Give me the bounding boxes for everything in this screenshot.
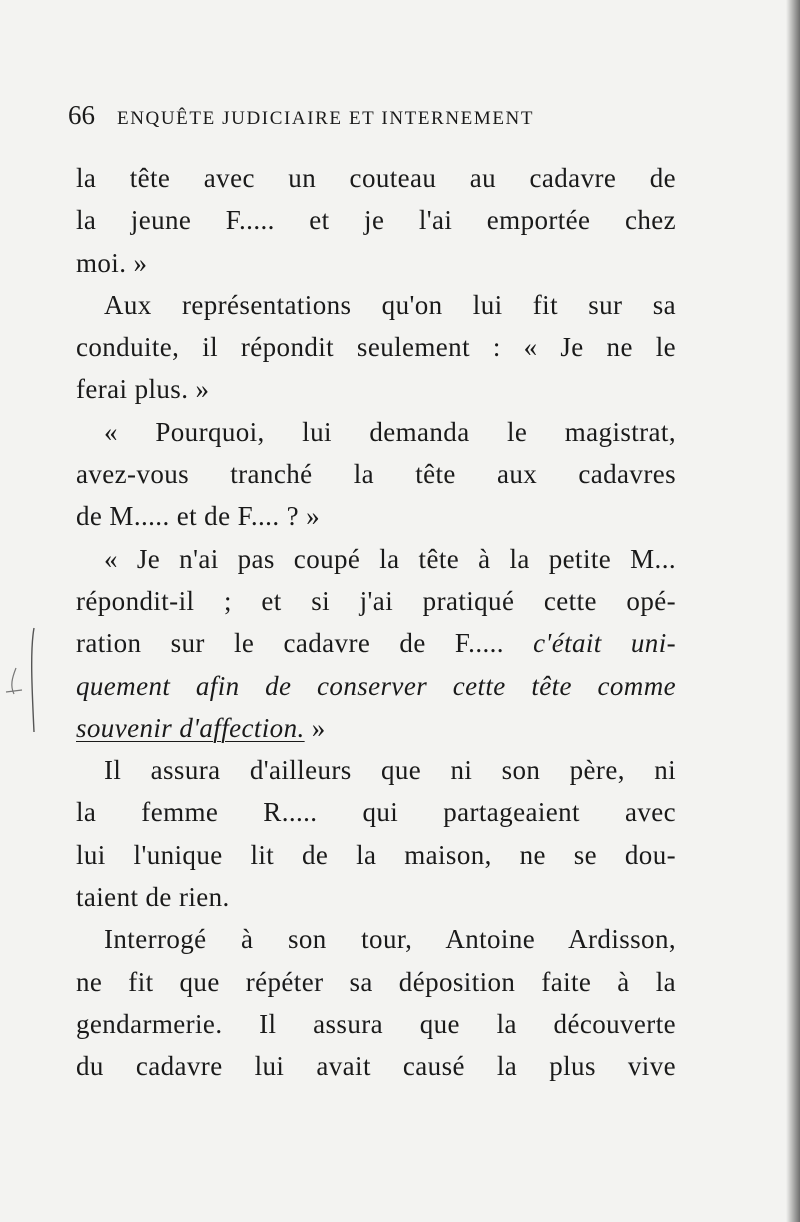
running-head: [68, 100, 668, 136]
text-line: « Pourquoi, lui demanda le magistrat,: [104, 416, 676, 447]
text-line: « Je n'ai pas coupé la tête à la petite M...: [104, 543, 676, 574]
text-line: gendarmerie. Il assura que la découverte: [76, 1008, 676, 1039]
italic-line: quement afin de conserver cette tête comme: [76, 670, 676, 701]
text-line: ferai plus. »: [76, 374, 210, 405]
pencil-margin-mark-icon: [0, 620, 44, 740]
underlined-italic-segment: souvenir d'affection.: [76, 712, 305, 743]
text-line: moi. »: [76, 247, 148, 278]
text-line: la tête avec un couteau au cadavre de: [76, 163, 676, 193]
text-line: ne fit que répéter sa déposition faite à la: [76, 966, 676, 997]
text-segment: ration sur le cadavre de F.....: [76, 628, 504, 659]
running-title: ENQUÊTE JUDICIAIRE ET INTERNEMENT: [117, 108, 535, 129]
text-line: avez-vous tranché la tête aux cadavres: [76, 459, 676, 490]
text-line: la jeune F..... et je l'ai emportée chez: [76, 205, 676, 236]
italic-segment: c'était uni-: [533, 628, 676, 659]
text-line: de M..... et de F.... ? »: [76, 501, 321, 532]
page-edge-shadow: [786, 0, 800, 1222]
text-line: taient de rien.: [76, 882, 230, 913]
text-line: lui l'unique lit de la maison, ne se dou-: [76, 839, 676, 870]
body-text: [76, 157, 676, 1088]
page-number: 66: [68, 100, 95, 130]
text-line-mixed: [76, 707, 676, 749]
text-line: conduite, il répondit seulement : « Je ne le: [76, 332, 676, 363]
closing-quote: »: [304, 712, 326, 743]
text-line: Il assura d'ailleurs que ni son père, ni: [104, 755, 676, 786]
text-line: la femme R..... qui partageaient avec: [76, 797, 676, 828]
text-line: Interrogé à son tour, Antoine Ardisson,: [104, 924, 676, 955]
text-line-mixed: [76, 622, 676, 664]
text-line: Aux représentations qu'on lui fit sur sa: [104, 289, 676, 320]
text-line: du cadavre lui avait causé la plus vive: [76, 1051, 676, 1082]
text-line: répondit-il ; et si j'ai pratiqué cette opé-: [76, 585, 676, 616]
